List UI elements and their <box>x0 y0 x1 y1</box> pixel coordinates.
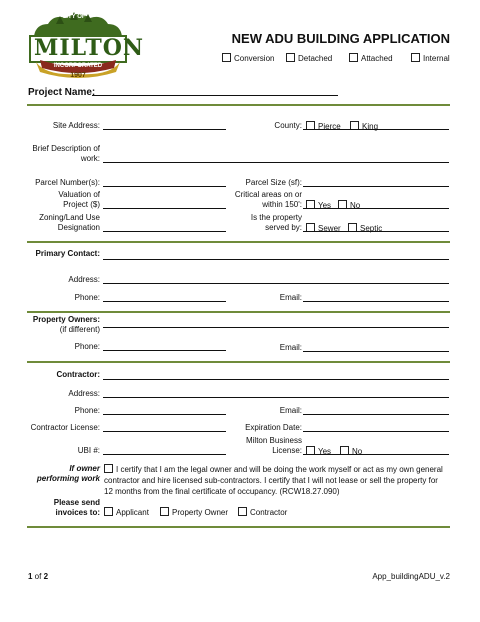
critical-areas-label: Critical areas on or within 150': <box>234 190 302 209</box>
owner-performing-label: If owner performing work <box>36 464 100 483</box>
type-detached[interactable]: Detached <box>286 53 332 64</box>
primary-address-field[interactable] <box>103 283 449 284</box>
project-name-field[interactable] <box>92 95 338 96</box>
parcel-numbers-field[interactable] <box>103 186 226 187</box>
milton-license-label: Milton Business License: <box>245 436 302 455</box>
contractor-field[interactable] <box>103 379 449 380</box>
document-code: App_buildingADU_v.2 <box>372 572 450 581</box>
type-conversion[interactable]: Conversion <box>222 53 274 64</box>
critical-field <box>303 208 449 209</box>
type-attached[interactable]: Attached <box>349 53 393 64</box>
contractor-phone-label: Phone: <box>74 406 100 415</box>
contractor-email-field[interactable] <box>303 414 449 415</box>
checkbox-icon <box>222 53 231 62</box>
expiration-date-field[interactable] <box>303 431 449 432</box>
owners-phone-field[interactable] <box>103 350 226 351</box>
type-internal[interactable]: Internal <box>411 53 450 64</box>
milton-license-field <box>303 454 449 455</box>
primary-email-field[interactable] <box>303 301 449 302</box>
primary-phone-field[interactable] <box>103 301 226 302</box>
county-label: County: <box>274 121 302 130</box>
ubi-field[interactable] <box>103 454 226 455</box>
certify-text-line-2: contractor and hire licensed sub-contractors. I certify that I will not lease or sell the property for <box>104 476 438 485</box>
valuation-label: Valuation of Project ($) <box>58 190 100 209</box>
contractor-address-field[interactable] <box>103 397 449 398</box>
contractor-label: Contractor: <box>56 370 100 379</box>
checkbox-icon <box>160 507 169 516</box>
city-logo <box>26 10 144 84</box>
logo-name: MILTON <box>34 35 144 61</box>
primary-phone-label: Phone: <box>74 293 100 302</box>
property-owners-label: Property Owners: (if different) <box>32 315 100 334</box>
zoning-label: Zoning/Land Use Designation <box>39 213 100 232</box>
county-field <box>303 129 449 130</box>
zoning-field[interactable] <box>103 231 226 232</box>
contractor-phone-field[interactable] <box>103 414 226 415</box>
valuation-field[interactable] <box>103 208 226 209</box>
invoice-contractor[interactable]: Contractor <box>238 507 287 518</box>
section-divider <box>27 241 450 243</box>
checkbox-icon <box>238 507 247 516</box>
page-number: 1 of 2 <box>28 572 49 581</box>
checkbox-icon <box>349 53 358 62</box>
primary-contact-label: Primary Contact: <box>35 249 100 258</box>
logo-ribbon-text: INCORPORATED <box>53 63 103 69</box>
certify-text-line-1: I certify that I am the legal owner and will be doing the work myself or act as my own general <box>116 465 443 474</box>
invoice-property-owner[interactable]: Property Owner <box>160 507 228 518</box>
parcel-size-field[interactable] <box>303 186 449 187</box>
owner-certify-checkbox[interactable] <box>104 464 450 497</box>
contractor-address-label: Address: <box>68 389 100 398</box>
county-pierce[interactable]: Pierce <box>306 121 341 132</box>
owners-email-label: Email: <box>279 343 302 352</box>
primary-address-label: Address: <box>68 275 100 284</box>
section-divider <box>27 104 450 106</box>
form-title: NEW ADU BUILDING APPLICATION <box>231 31 450 46</box>
critical-no[interactable]: No <box>338 200 360 211</box>
primary-email-label: Email: <box>279 293 302 302</box>
brief-description-label: Brief Description of work: <box>32 144 100 163</box>
property-owners-field[interactable] <box>103 327 449 328</box>
checkbox-icon <box>411 53 420 62</box>
milton-license-no[interactable]: No <box>340 446 362 457</box>
section-divider <box>27 526 450 528</box>
site-address-label: Site Address: <box>52 121 100 130</box>
contractor-email-label: Email: <box>279 406 302 415</box>
site-address-field[interactable] <box>103 129 226 130</box>
milton-license-yes[interactable]: Yes <box>306 446 331 457</box>
parcel-numbers-label: Parcel Number(s): <box>35 178 100 187</box>
primary-contact-field[interactable] <box>103 259 449 260</box>
contractor-license-field[interactable] <box>103 431 226 432</box>
contractor-license-label: Contractor License: <box>30 423 100 432</box>
parcel-size-label: Parcel Size (sf): <box>245 178 302 187</box>
brief-description-field[interactable] <box>103 162 449 163</box>
project-name-label: Project Name: <box>28 87 96 98</box>
owners-phone-label: Phone: <box>74 342 100 351</box>
invoice-applicant[interactable]: Applicant <box>104 507 149 518</box>
checkbox-icon <box>104 507 113 516</box>
served-field <box>303 231 449 232</box>
section-divider <box>27 311 450 313</box>
critical-yes[interactable]: Yes <box>306 200 331 211</box>
owners-email-field[interactable] <box>303 351 449 352</box>
checkbox-icon <box>286 53 295 62</box>
logo-year: 1907 <box>70 72 86 79</box>
expiration-date-label: Expiration Date: <box>245 423 302 432</box>
county-king[interactable]: King <box>350 121 378 132</box>
ubi-label: UBI #: <box>77 446 100 455</box>
served-septic[interactable]: Septic <box>348 223 382 234</box>
checkbox-icon <box>104 464 113 473</box>
certify-text-line-3: 12 months from the final certificate of occupancy. (RCW18.27.090) <box>104 487 340 496</box>
invoices-label: Please send invoices to: <box>53 498 100 517</box>
section-divider <box>27 361 450 363</box>
served-by-label: Is the property served by: <box>250 213 302 232</box>
logo-top-text: CITY OF <box>62 14 86 20</box>
served-sewer[interactable]: Sewer <box>306 223 341 234</box>
